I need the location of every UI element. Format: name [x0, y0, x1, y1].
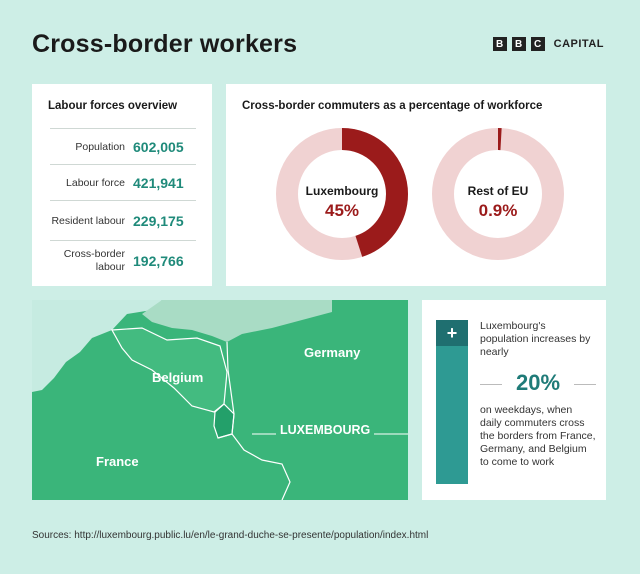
donut-label-luxembourg: Luxembourg — [305, 184, 379, 198]
overview-value: 229,175 — [133, 213, 184, 229]
region-map — [32, 300, 408, 500]
overview-value: 602,005 — [133, 139, 184, 155]
overview-row-labour-force — [50, 164, 196, 201]
overview-label: Cross-border labour — [63, 248, 125, 273]
overview-row-population — [50, 128, 196, 165]
overview-label: Resident labour — [51, 214, 125, 227]
map-label-luxembourg: LUXEMBOURG — [276, 423, 374, 437]
commuters-title: Cross-border commuters as a percentage of workforce — [242, 100, 543, 112]
fact-outro: on weekdays, when daily commuters cross the borders from France, Germany, and Belgium to come to work — [480, 404, 596, 468]
donut-label-rest-of-eu: Rest of EU — [467, 184, 529, 198]
overview-value: 192,766 — [133, 253, 184, 269]
fact-intro: Luxembourg's population increases by nearly — [480, 320, 591, 358]
overview-label: Labour force — [66, 176, 125, 189]
brand-box-2: B — [512, 37, 526, 51]
map-label-france: France — [96, 454, 139, 469]
brand-word: CAPITAL — [553, 38, 604, 50]
commuters-card — [226, 84, 606, 286]
brand-box-1: B — [493, 37, 507, 51]
fact-accent-bar — [436, 320, 468, 484]
labour-overview-card — [32, 84, 212, 286]
sources-note: Sources: http://luxembourg.public.lu/en/le-grand-duche-se-presente/population/index.html — [32, 530, 429, 541]
overview-title: Labour forces overview — [48, 100, 178, 112]
overview-row-resident-labour — [50, 200, 196, 241]
fact-card — [422, 300, 606, 500]
map-card — [32, 300, 408, 500]
overview-row-cross-border-labour — [50, 240, 196, 281]
map-label-belgium: Belgium — [152, 370, 204, 385]
bbc-capital-logo — [493, 37, 604, 51]
donut-value-rest-of-eu: 0.9% — [478, 201, 518, 220]
overview-label: Population — [75, 140, 125, 153]
fact-line-right — [574, 384, 596, 385]
donut-value-luxembourg: 45% — [324, 201, 360, 220]
brand-box-3: C — [531, 37, 545, 51]
overview-value: 421,941 — [133, 175, 184, 191]
plus-icon: + — [436, 320, 468, 346]
map-label-germany: Germany — [304, 345, 361, 360]
page-title: Cross-border workers — [32, 30, 298, 58]
fact-big-number: 20% — [515, 370, 561, 395]
